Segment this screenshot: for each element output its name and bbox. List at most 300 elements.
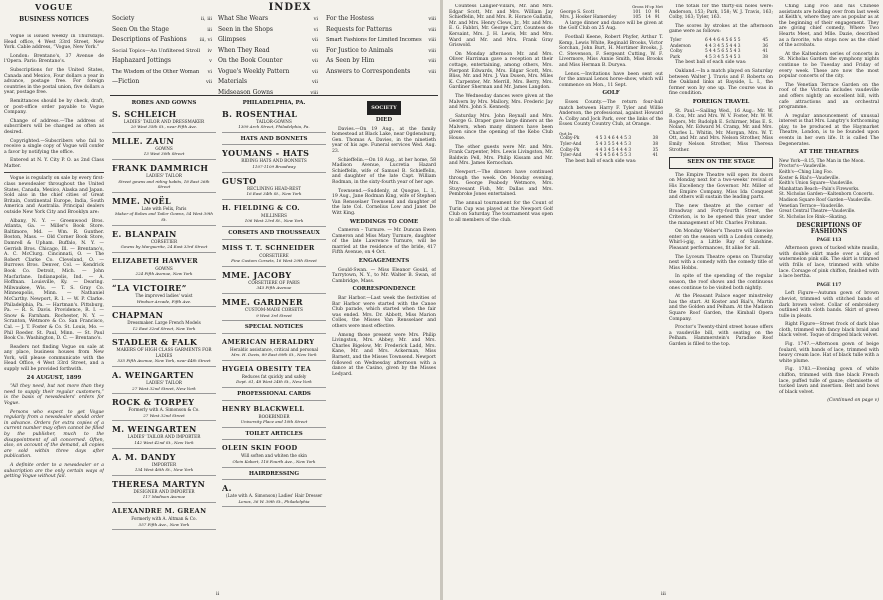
golf-total: 38	[652, 136, 659, 142]
advertiser-address: Fine Custom Corsets, 16 West 29th Street	[231, 258, 317, 264]
directory-category: PROFESSIONAL CARDS	[237, 391, 311, 398]
directory-ad	[222, 244, 326, 267]
golf-holes: 5 4 4 5 6 5 5 4 3	[704, 49, 741, 55]
index-entry-page: viii	[428, 58, 436, 64]
advertiser-address: Street gowns and riding habits, 18 East 26th Street	[118, 178, 210, 190]
advertiser-address: 27 West 32nd Street, New York	[132, 385, 196, 391]
foreign-travel-heading: FOREIGN TRAVEL	[692, 98, 750, 105]
stage-text: The Empire Theatre will open its doors on Monday next for a two-weeks' revival of His Excellency the Governor. Mr. Miller of the Empire Company, Miss Ida Conquest and others will sustain the leading parts.	[669, 172, 773, 201]
index-entry-page: vii	[311, 58, 318, 64]
index-entry-page: vii	[311, 37, 318, 43]
index-entry-title: Requests for Patterns	[326, 25, 392, 33]
page-reference: PAGE 113	[816, 237, 842, 243]
golf-total: 35	[652, 147, 659, 153]
business-notice: Vogue is issued weekly in Thursdays. Head office, 4 West 33rd Street, New York. Cable address, “Vogue, New York.”	[4, 34, 104, 51]
golf-total: 38	[762, 54, 768, 60]
fashion-description: Left Figure—Autumn gown of brown cheviot, trimmed with stitched bands of dark brown velvet. Collar of embroidery outlined with cloth bands. Skirt of green tulle in pleats.	[779, 291, 879, 319]
directory-category: HATS AND BONNETS	[240, 135, 308, 142]
advertiser-line: TAILOR-GOWNS	[256, 118, 292, 124]
index-entry[interactable]	[112, 46, 212, 57]
index-entry[interactable]	[112, 35, 212, 46]
score-cell: 14	[645, 15, 651, 21]
golf-total: 41	[652, 153, 659, 159]
score-cell: 91	[654, 9, 661, 15]
index-entry-page: vii	[311, 47, 318, 54]
index-entry-page: viii	[428, 37, 436, 43]
directory-ad	[112, 425, 216, 448]
advertiser-name: AMERICAN HERALDRY	[222, 337, 315, 346]
advertiser-line: CORSETIERE OF PARIS	[248, 279, 300, 285]
advertiser-address: Windsor Arcade, Fifth Ave.	[136, 298, 192, 304]
advertiser-name: MME. NOËL	[112, 195, 171, 206]
society-text: A large dinner and dance will be given at the Golf Club on 25 Aug.	[559, 20, 663, 32]
golf-travel-stage-column	[669, 4, 773, 592]
index-entry[interactable]	[326, 14, 436, 25]
index-title: INDEX	[268, 2, 312, 13]
advertiser-address: 345 Fifth Avenue	[256, 285, 292, 291]
directory-category: SPECIAL NOTICES	[244, 324, 304, 331]
advertiser-address: 224 Fifth Avenue, New York	[135, 271, 193, 277]
page-reference: PAGE 117	[816, 282, 842, 288]
directory-ad	[222, 298, 326, 321]
index-entry-title: Glimpses	[218, 36, 246, 43]
index-entry-title: For Justice to Animals	[326, 46, 394, 54]
directory-heading: PHILADELPHIA, PA.	[242, 100, 306, 106]
table-row	[559, 15, 663, 21]
directory-ad	[222, 110, 326, 133]
stage-text: In spite of the spending of the regular season, the roof shows and the continuous ones continue to be visited both nightly.	[669, 274, 773, 291]
golf-player: Anderson	[670, 43, 691, 49]
advertiser-line: The improved ladies' waist	[135, 292, 193, 298]
directory-subheading	[222, 137, 326, 146]
society-text: Saturday Mrs. John Reynall and Mrs. George G. Draper gave large dinners at the Malvern, when many dinners have been given since the opening of the Kebo Club House.	[449, 113, 553, 142]
directory-ad	[222, 149, 326, 172]
correspondence-text: Among those present were Mrs. Philip Livingston, Mrs. Abbey, Mr. and Mrs. Charles Bigelow, Mr. Frederick Ladd, Mrs. Kane, Mr. and Mrs. Ackerman, Miss Barnett, and the Misses Townsend. Newport followed on Wednesday afternoon with a dance at the Casino, given by the Misses Ledyard.	[332, 332, 436, 377]
advertiser-address: 117 Madison Avenue	[142, 494, 186, 500]
index-entry-title: Descriptions of Fashions	[112, 36, 187, 43]
index-entry[interactable]	[218, 25, 318, 36]
golf-text: Essex County.—The return four-ball match between Harry F. Tyler and Willie Anderson, the professional, against Howard A. Colby and Jock Park, over the links of the Essex County Country Club, at Orange.	[559, 99, 663, 128]
died-notice: Davies.—On 19 Aug., at the family homestead at Black Lake, near Ogdensburg, Gen. Thomas A. Davies, in the ninetieth year of his age. Funeral services Wed. Aug. 23.	[332, 126, 436, 154]
advertiser-address: Olein Kobart, 118 Fourth Ave., New York	[232, 459, 316, 465]
advertiser-address: Mrs. H. Davis, 89 East 69th St., New York	[231, 352, 317, 358]
advertiser-name: YOUMANS - HATS	[222, 148, 310, 159]
score-player: George S. Scott	[560, 9, 595, 15]
advertiser-name: HENRY BLACKWELL	[222, 404, 305, 413]
fashion-description: Fig. 1783.—Evening gown of white chiffon, trimmed with fine black French lace, puffed tulle of gauze; chemisette of tucked lawn and insertion. Belt and bows of black velvet.	[779, 367, 879, 395]
advertiser-name: ROCK & TORPEY	[112, 397, 195, 408]
advertiser-address: 106 West 23rd St., New York	[244, 218, 304, 224]
advertiser-name: GUSTO	[222, 175, 257, 186]
business-notice: Remittances should be by check, draft, or post-office order payable to Vogue Company.	[4, 98, 104, 116]
golf-holes: 4 4 3 4 5 5 4 4 3	[704, 43, 741, 49]
directory-ad	[222, 271, 326, 294]
index-entry[interactable]	[326, 25, 436, 36]
advertiser-name: H. FIELDING & CO.	[222, 203, 300, 212]
golf-side: Colby-Pk	[560, 136, 580, 142]
vogue-masthead	[4, 2, 104, 23]
theatre-listing: Madison Square Roof Garden—Vaudeville.	[779, 198, 872, 203]
theatre-listing: New York—8.15, The Man in the Moon.	[779, 158, 865, 164]
stage-text: The new theatre at the corner of Broadway and Forty-fourth Street, the Criterion, is to be opened this year under the management of Mr. Charles Frohman.	[669, 203, 773, 226]
advertiser-name: A. WEINGARTEN	[112, 370, 195, 381]
index-entry[interactable]	[326, 67, 436, 78]
advertiser-line: LADIES' TAILOR	[146, 380, 182, 386]
golf-player: Colby	[670, 49, 683, 55]
index-entry-page: ii, iii	[200, 16, 212, 22]
golf-text: The totals for the thirty-six holes were: Anderson, 153; Park, 158; W. J. Travis, 163; Colby, 163; Tyler, 163.	[669, 4, 773, 21]
index-entry[interactable]	[326, 46, 436, 57]
advertiser-line: CUSTOM-MADE CORSETS	[245, 306, 303, 312]
theatre-listing: Proctor's—Vaudeville.	[779, 164, 827, 170]
index-entry[interactable]	[218, 67, 318, 78]
advertiser-line: LADIES' TAILOR AND IMPORTER	[127, 434, 201, 440]
directory-subheading	[222, 472, 326, 481]
directory-list-1	[112, 110, 216, 531]
index-column-3	[326, 14, 436, 77]
golf-text: The scores by strokes at the afternoon game were as follows:	[669, 23, 773, 35]
directory-subheading	[222, 325, 326, 334]
index-entry-page: vii	[311, 79, 318, 85]
index-entry-page: vii	[311, 68, 318, 75]
golf-side: Tyler-And	[560, 142, 582, 148]
continued-note: (Continued on page v)	[827, 398, 879, 404]
society-continued-column	[449, 4, 553, 592]
society-text: Football Keene, Robert Phyfer, Arthur T. Kemp, Lewis White, Reginald Brooks, Victor Sorchan, John Burt, H. Mortimer Brooks, J. C. Stevenson, F. Sergeant Cutting, W. F. Livermore, Miss Annie Smith, Miss Brooks and Miss Herman B. Duryea.	[559, 34, 663, 68]
theatre-listing: Koster & Bial's—Vaudeville.	[779, 175, 840, 181]
business-notice: Change of address.—The address of subscribers will be changed as often as desired.	[4, 118, 104, 135]
golf-total: 36	[762, 43, 768, 49]
advertiser-line: CORSETIER	[150, 238, 178, 244]
directory-ad	[222, 338, 326, 361]
advertiser-name: OLEIN SKIN FOOD	[222, 444, 298, 453]
stage-text: The Venetian Terrace Garden on the roof of the Victoria includes vaudeville and offers nightly an excellent bill, with cafe attractions and an orchestral programme.	[779, 82, 879, 111]
business-notice: Subscriptions for the United States, Canada and Mexico, Four dollars a year in advance, postage free. For foreign countries in the postal union, five dollars a year, postage free.	[4, 67, 104, 96]
golf-holes: 4 5 3 4 5 5 4 5 3	[704, 54, 741, 60]
theatre-listing: Venetian Terrace—Vaudeville.	[779, 203, 845, 209]
advertiser-address: 535 Fifth Avenue, New York, near 44th Street	[117, 358, 211, 364]
business-notice: Entered at N. Y. City P. O. as 2nd Class Matter.	[4, 158, 104, 169]
advertiser-line: Formerly with A. Simonson & Co.	[128, 407, 200, 413]
index-entry[interactable]	[112, 25, 212, 36]
advertiser-address: 557 Fifth Ave., New York	[138, 521, 190, 527]
directory-category: TOILET ARTICLES	[245, 430, 303, 437]
score-cell: 101	[632, 9, 641, 15]
stroke-table	[669, 38, 773, 60]
directory-ad	[112, 338, 216, 367]
advertiser-name: MME. JACOBY	[222, 269, 292, 280]
advertiser-line: DESIGNER AND IMPORTER	[133, 488, 195, 494]
at-the-theatres-heading: AT THE THEATRES	[799, 149, 859, 156]
golf-player: Park	[670, 54, 680, 60]
directory-ad	[112, 284, 216, 307]
advertiser-name: E. BLANPAIN	[112, 228, 177, 239]
directory-ad	[112, 311, 216, 334]
vogue-logo: VOGUE	[35, 2, 73, 12]
advertiser-address: Dept. 61, 48 West 24th St., New York	[236, 379, 312, 385]
advertiser-line: LADIES' TAILOR AND DRESSMAKER	[123, 118, 205, 124]
index-entry[interactable]	[218, 77, 318, 88]
score-cell: 10	[645, 9, 651, 15]
page-folio-left: ii	[216, 591, 220, 597]
advertiser-line: RECLINING HEAD-REST	[247, 185, 301, 191]
advertiser-line: BOOKBINDER	[258, 413, 290, 419]
directory-ad	[112, 453, 216, 476]
directory-ad	[222, 177, 326, 200]
directory-subheading	[222, 432, 326, 441]
advertiser-line: MILLINERS	[261, 212, 287, 218]
index-entry[interactable]	[112, 67, 212, 78]
advertiser-name: MME. GARDNER	[222, 296, 303, 307]
died-notice: Townsend.—Suddenly, at Quogue, L. I., 19 Aug., Jane Rodman King, wife of Stephen Van Rensselaer Townsend and daughter of the late Col. Cornelius Low and Janet De Witt King.	[332, 188, 436, 216]
index-entry-title: Answers to Correspondents	[326, 67, 411, 75]
directory-category: HAIRDRESSING	[248, 470, 300, 477]
golf-holes: 6 4 4 6 4 5 6 5 5	[704, 37, 741, 43]
advertiser-address: 1107-1109 Broadway	[252, 163, 296, 169]
ordering-note-2: A definite order to a newsdealer or a subscription are the only certain ways of getting Vogue without fail.	[4, 462, 104, 480]
society-badge: SOCIETY	[367, 101, 401, 115]
advertiser-line: CORSETIERE	[259, 252, 289, 258]
advertiser-line: GOWNS	[155, 265, 173, 271]
score-table	[559, 10, 663, 21]
directory-column-2	[222, 98, 326, 593]
golf-text: Oakland.—In a match played on Saturday between Walter J. Travis and F. Roberts on the Oakland links at Bayside, L. I., the former won by one up. The course was in fine condition.	[669, 68, 773, 97]
index-column-1	[112, 14, 212, 88]
advertiser-name: HYGEIA OBESITY TEA	[222, 364, 312, 373]
issue-date: 24 AUGUST, 1899	[26, 374, 82, 381]
index-entry-page: viii	[428, 68, 436, 75]
index-entry-title: Seen in the Shops	[218, 25, 273, 33]
directory-heading: ROBES AND GOWNS	[131, 100, 197, 106]
business-notice: London: Brentano's, 37 Avenue de l'Opera. Paris: Brentano's.	[4, 53, 104, 65]
directory-ad	[112, 371, 216, 394]
advertiser-address: 12 East 32nd Street, New York	[132, 325, 196, 331]
advertiser-line: GOWNS	[155, 145, 173, 151]
directory-ad	[112, 137, 216, 160]
index-entry-title: Smart Fashions for Limited Incomes	[326, 37, 422, 43]
directory-ad	[112, 257, 216, 280]
index-entry-title: Society	[112, 15, 135, 22]
index-entry[interactable]	[218, 35, 318, 46]
society-text: The annual tournament for the Count of Turin Cup was played at the Newport Golf Club on Saturday. The tournament was open to all members of the club.	[449, 201, 553, 223]
advertiser-line: RIDING HATS AND BONNETS	[241, 158, 307, 164]
directory-ad	[222, 365, 326, 388]
index-entry[interactable]	[326, 35, 436, 46]
society-column	[332, 98, 436, 593]
advertiser-line: MAKERS OF HIGH CLASS GARMENTS FOR LADIES	[116, 347, 212, 358]
golf-text: The best ball of each side was:	[565, 158, 637, 164]
advertiser-address: 134 West 46th St., New York	[134, 467, 194, 473]
theatre-listing: St. Nicholas Garden—Kaltenborn Concerts.	[779, 192, 874, 198]
died-notice: Schieffelin.—On 18 Aug., at her home, 58 Madison Avenue, Lucretia Hazard Schieffelin, wife of Samuel B. Schieffelin, and daughter of the late Capt. William Rodman, in the sixty-fourth year of her age.	[332, 157, 436, 185]
theatre-listing: Great Central Theatre—Vaudeville.	[779, 209, 856, 215]
theatres-fashions-column	[779, 4, 879, 592]
advertiser-address: 142 West 42nd St., New York	[134, 440, 194, 446]
ordering-note: Persons who expect to get Vogue regularly from a newsdealer should order in advance. Orders for extra copies of a current number may often cannot be filled by the publisher, much to the disappointment of all concerned. Often, also, on account of the demand, all copies are sold within three days after publication.	[4, 409, 104, 460]
theatre-listing: St. Nicholas Ice Rink—Skating.	[779, 214, 848, 220]
golf-total: 38	[652, 142, 659, 148]
index-entry-page: vi	[313, 16, 318, 22]
directory-ad	[222, 405, 326, 428]
advertiser-line: Formerly with A. Altman & Co.	[131, 516, 197, 521]
advertiser-line: Dressmaker. Large French Models	[127, 320, 201, 326]
theatre-listing: Keith's—Ching Ling Foo.	[779, 170, 833, 176]
stage-text: Ching Ling Foo and his Chinese assistants are holding over from last week at Keith's, where they are as popular as at the beginning of their engagement. They are giving chief comedy, Where Two Hearts Meet, and Mlle. Dazie, described as a favorite, who stops now as the chief of the acrobats.	[779, 4, 879, 49]
golf-side: Tyler-And	[560, 153, 582, 159]
index-entry-title: For the Hostess	[326, 15, 374, 22]
engagements-heading: ENGAGEMENTS	[358, 258, 410, 265]
golf-heading: GOLF	[602, 90, 620, 97]
index-entry[interactable]	[218, 46, 318, 57]
index-entry-title: The Wisdom of the Other Woman	[112, 68, 200, 75]
stage-text: Proctor's Twenty-third street house offers a vaudeville bill, with seating on the Pelham. Hammerstein's Paradise Roof Garden is filled to the top.	[669, 325, 773, 347]
index-entry-page: viii	[428, 47, 436, 54]
stage-text: A regular announcement of unusual interest is that Mrs. Langtry's forthcoming play, to be produced at the Haymarket Theatre, London, is to be founded upon events in her own life. It is called The Degenerates.	[779, 113, 879, 147]
business-notices-column	[4, 34, 104, 594]
index-entry-title: Seen On the Stage	[112, 25, 169, 33]
index-entry[interactable]	[218, 56, 318, 67]
advertiser-name: CHAPMAN	[112, 310, 164, 321]
advertiser-name: S. SCHLEICH	[112, 108, 177, 119]
readers-note: Readers not finding Vogue on sale at any place, business houses from New York, will please communicate with the Head Office, 4 West 33rd Street, and a supply will be provided forthwith.	[4, 344, 104, 373]
index-entry[interactable]	[218, 14, 318, 25]
directory-list-2	[222, 110, 326, 508]
directory-ad	[112, 110, 216, 133]
advertiser-line: Reduces fat quickly and safely	[241, 373, 307, 379]
index-entry-page: iv	[207, 47, 212, 54]
index-entry[interactable]	[112, 14, 212, 25]
left-page	[0, 0, 440, 600]
advertiser-address: 9 West 3rd Street	[256, 312, 292, 318]
advertiser-line: Will soften and whiten the skin	[241, 453, 307, 459]
index-entry-page: vi	[207, 68, 212, 75]
golf-text: The best ball of each side was:	[675, 60, 747, 66]
golf-total: 45	[762, 37, 768, 43]
index-entry-title: On the Book Counter	[218, 57, 283, 64]
correspondence-text: Bar Harbor.—Last week the festivities of Bar Harbor were started with the Canoe Club parade, which started when the fair was ended. Mrs. Dr. Abbott, Miss Marion Colles, the Misses Van Rensselaer and others were most effective.	[332, 296, 436, 329]
advertiser-address: 16 East 34th St., New York	[246, 191, 302, 197]
index-entry-page: vi	[313, 26, 318, 33]
fashion-description: Fig. 1747.—Afternoon gown of beige foulard, with bands of lace, trimmed with heavy cream lace. Hat of black tulle with a white plume.	[779, 342, 879, 364]
stage-text: The Lyceum Theatre opens on Thursday next with a comedy with the comedy title of Miss Hobbs.	[669, 254, 773, 271]
advertiser-name: STADLER & FALK	[112, 337, 198, 348]
stage-text: At the Pleasant Palace eager minstrelsy has the start. At Koster and Bial's, Martin and the Golden and Pelham. At the Madison Square Roof Garden, the Kimball Opera Company.	[669, 294, 773, 322]
golf-table-header: Out In	[559, 130, 572, 136]
business-notices-heading: BUSINESS NOTICES	[19, 16, 89, 23]
index-entry-title: When They Read	[218, 46, 270, 54]
index-entry-title: Haphazard Jottings	[112, 57, 171, 64]
advertiser-address: Lenox, 36 W. 39th St., Philadelphia	[238, 498, 310, 504]
directory-ad	[222, 484, 326, 507]
advertiser-line: Late with Felix, Paris	[141, 205, 187, 211]
index-column-2	[218, 14, 318, 98]
right-page	[443, 0, 883, 600]
golf-holes: 4 5 4 5 6 4 5 5 3	[595, 153, 632, 159]
golf-player: Tyler	[670, 37, 682, 43]
wedding-notice: Cameron – Turnure. — Mr. Duncan Ewen Cameron and Miss Mary Turnure, daughter of the late Lawrence Turnure, will be married at the residence of the bride, 417 Fifth Avenue, on 4 Oct.	[332, 228, 436, 256]
advertiser-address: 20 West 35th St., near Fifth Ave.	[130, 124, 198, 130]
advertiser-address: 13 West 30th Street	[143, 151, 185, 157]
theatre-listing: Manhattan Beach—Pain's Fireworks.	[779, 186, 860, 192]
advertiser-address: 1309 Arch Street, Philadelphia, Pa.	[238, 124, 310, 130]
directory-category: CORSETS AND TROUSSEAUX	[228, 229, 320, 236]
theatre-list	[779, 159, 879, 221]
advertiser-name: ALEXANDRE M. GREAN	[112, 507, 207, 515]
directory-subheading	[222, 231, 326, 240]
directory-ad	[222, 204, 326, 227]
directory-ad	[112, 480, 216, 503]
advertiser-address: University Place and 10th Street	[240, 419, 308, 425]
index-entry-page: v	[209, 58, 212, 64]
golf-score-table	[559, 136, 663, 158]
index-entry-page: viii	[428, 16, 436, 22]
fashion-description: Right Figure—Street frock of dark blue cloth, trimmed with fancy black braid and black velvet. Toque of draped black velvet.	[779, 322, 879, 339]
advertiser-name: MISS T. T. SCHNEIDER	[222, 243, 315, 252]
directory-ad	[222, 444, 326, 467]
society-text: Newport.—The dinners have continued through the week. On Monday evening, Mrs. George Peabody Wetmore, Mrs. Stuyvesant Fish, Mr. Dallas and Mrs. Pembroke Jones entertained.	[449, 170, 553, 198]
index-entry-title: —Fiction	[112, 78, 140, 85]
travel-text: St. Paul.—Sailing Wed., 16 Aug.: Mr. W. B. Cox, Mr. and Mrs. W. V. Foster, Mr. W. W. Rogers, Mr. Rudolph E. Schirmer, Miss E. S. Nolan, Mr. Edward M. Cramp, Mr. and Mrs. Charles L. Whitin, Mr. Morgan, Mrs. W. T. Ott, and Mr. and Mrs. Nelson Strother, Miss Emily Nelson Strother, Miss Theresa Strother.	[669, 108, 773, 153]
advertiser-line: (Late with A. Simonson) Ladies' Hair Dresser	[225, 493, 323, 499]
divider	[4, 172, 104, 173]
score-player: Mrs. J. Hooker Hamersley	[560, 15, 617, 21]
golf-holes: 5 4 3 5 5 4 4 5 3	[595, 142, 632, 148]
index-entry-title: Midseason Gowns	[218, 88, 274, 96]
index-entry[interactable]	[326, 56, 436, 67]
index-entry-title: Social Topics—An Unfiltered Stroll	[112, 47, 201, 54]
golf-total: 41	[762, 49, 768, 55]
society-text: Countess Langier-Villars, Mr. and Mrs. Edgar Scott, Mr. and Mrs. William Jay Schieffelin, Mr. and Mrs. R. Horace Gallatin, Mr. and Mrs. Henry Clews, Jr., Mr. and Mrs. E. G. Fabbri, Mr. George Carr, Countess de Kersaint, Mrs. J. H. Lewis, Mr. and Mrs. Ward and Mr. and Mrs. Frank Gray Griswold.	[449, 4, 553, 49]
society-text: Lenox.—Invitations have been sent out for the annual Lenox horse-show, which will commence on Mon., 11 Sept.	[559, 71, 663, 88]
index-entry-page: vii	[205, 79, 212, 85]
advertiser-name: ELIZABETH HAWVER	[112, 256, 199, 265]
stage-text: At the Kaltenborn series of concerts in St. Nicholas Garden the symphony nights continue to be Tuesday and Friday of every week. These are now the most popular concerts of the city.	[779, 51, 879, 80]
index-entry-page: viii	[428, 26, 436, 33]
society-text: The other guests were Mr. and Mrs. Frank Carpenter, Mrs. Lewis Livingston, Mr. Baldwin Pell, Mrs. Philip Kissam and Mr. and Mrs. James Kernochan.	[449, 144, 553, 167]
stage-text: On Monday Weber's Theatre will likewise enter on the season with a London comedy, Whirl-i-gig, a Little Ray of Sunshine. Pleasant performances, fit alike for all.	[669, 229, 773, 251]
advertiser-line: LADIES' TAILOR	[146, 172, 182, 178]
advertiser-name: A.	[222, 483, 232, 494]
fashion-description: Afternoon gown of tucked white muslin, with double skirt made over a slip of watermelon pink silk. The skirt is trimmed with frills of lace, trimmed with white lace. Corsage of pink chiffon, finished with a lace bertha.	[779, 246, 879, 280]
directory-subheading	[222, 392, 326, 401]
index-entry-page: iii	[207, 26, 212, 33]
golf-holes: 4 5 3 4 6 4 4 5 3	[595, 136, 632, 142]
golf-side: Colby-Pk	[560, 147, 580, 153]
seen-on-stage-heading: SEEN ON THE STAGE	[669, 157, 773, 169]
advertiser-name: A. M. DANDY	[112, 451, 176, 462]
index-entry[interactable]	[112, 77, 212, 88]
advertiser-address: Gowns by Marguerite, 24 East 33rd Street	[120, 244, 208, 250]
directory-ad	[112, 230, 216, 253]
weddings-heading: WEDDINGS TO COME	[349, 218, 419, 225]
advertiser-name: THERESA MARTYN	[112, 478, 206, 489]
golf-holes: 4 4 3 4 5 4 4 4 3	[595, 147, 632, 153]
score-cell: 91	[654, 15, 661, 21]
dealer-quote: “All they need, but not more than they need to supply their regular customers,” is the basis of newsdealers' orders for Vogue.	[4, 384, 104, 407]
society-text: The Wednesday dances were given at the Malvern by Mrs. Mallory, Mrs. Frederic Jay and Mrs. John S. Kennedy.	[449, 93, 553, 111]
advertiser-address: Maker of Robes and Tailor Gowns, 54 West 39th St.	[115, 211, 213, 222]
index-entry[interactable]	[112, 56, 212, 67]
index-entry-page: viii	[310, 89, 318, 96]
index-entry-title: Vogue's Weekly Pattern	[218, 67, 290, 75]
score-table-header: Gross H'cp Net	[631, 4, 663, 9]
index-entry[interactable]	[218, 88, 318, 99]
advertiser-name: “LA VICTOIRE”	[112, 282, 187, 293]
directory-ad	[112, 398, 216, 421]
sales-intro: Vogue is regularly on sale by every first-class newsdealer throughout the United States, Canada, Mexico, Alaska and Japan. Sold also in the chief cities of Great Britain, Continental Europe, India, South America and Australia. Principal dealers outside New York City and Brooklyn are:	[4, 176, 104, 216]
advertiser-address: 27 West 32nd Street	[143, 412, 185, 418]
advertiser-line: IMPORTER	[151, 461, 177, 467]
